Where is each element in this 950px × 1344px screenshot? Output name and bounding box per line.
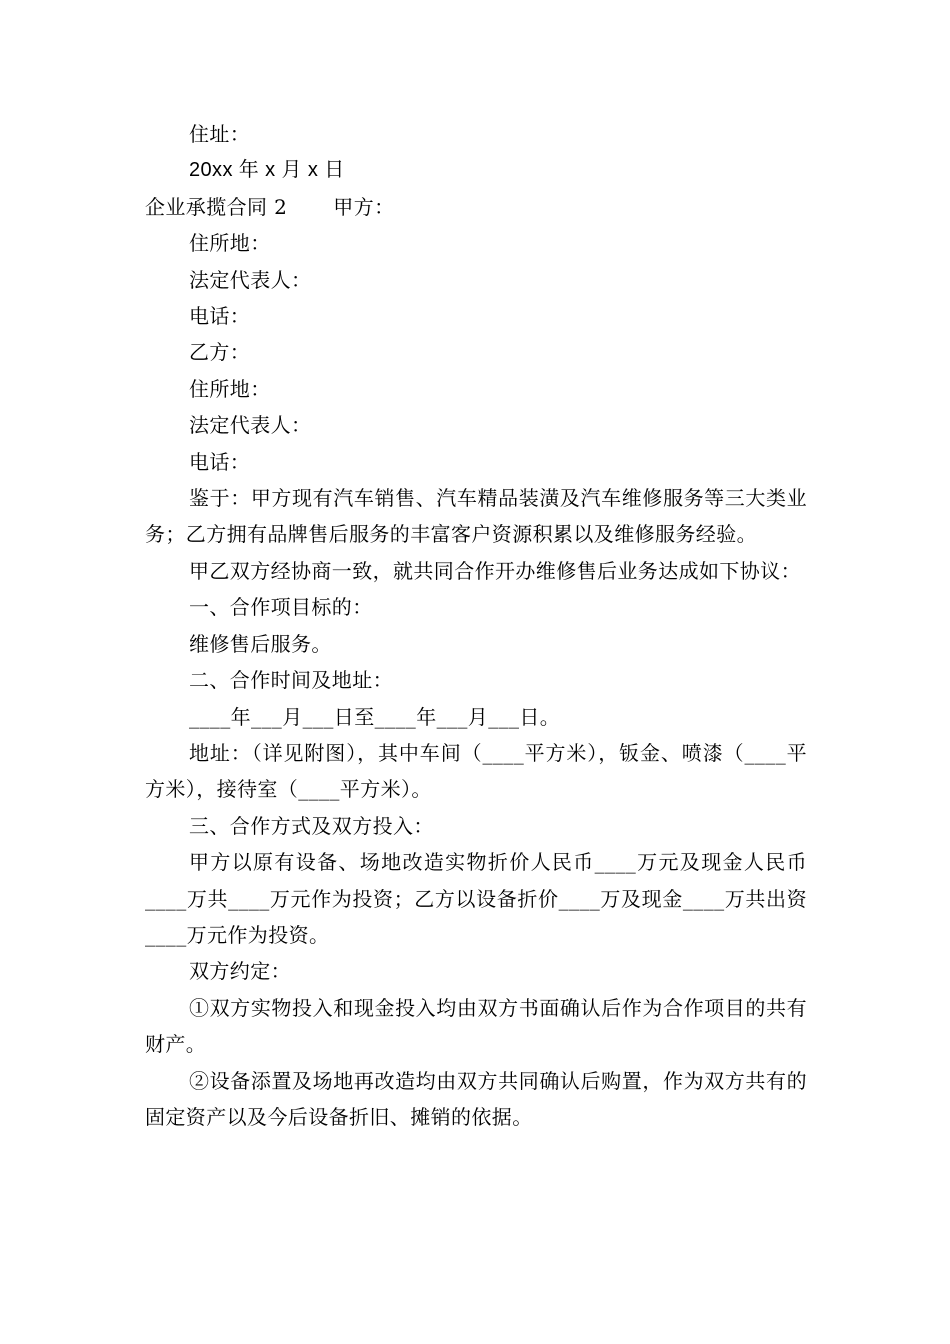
contract-title: 企业承揽合同 2	[145, 194, 288, 219]
address-label: 住址：	[189, 122, 251, 146]
whereas-paragraph: 鉴于：甲方现有汽车销售、汽车精品装潢及汽车维修服务等三大类业务；乙方拥有品牌售后服务的丰富客户资源积累以及维修服务经验。	[145, 486, 807, 547]
party-a-representative: 法定代表人：	[189, 267, 312, 292]
signing-date: 20xx 年 x 月 x 日	[189, 159, 345, 182]
agreement-label: 双方约定：	[189, 959, 291, 984]
section-1-title: 一、合作项目标的：	[189, 595, 373, 620]
party-b-residence: 住所地：	[189, 376, 271, 401]
section-1-body: 维修售后服务。	[189, 631, 332, 656]
section-3-title: 三、合作方式及双方投入：	[189, 813, 434, 838]
section-2-time: ____年___月___日至____年___月___日。	[189, 704, 561, 729]
agreement-intro-paragraph: 甲乙双方经协商一致，就共同合作开办维修售后业务达成如下协议：	[189, 558, 801, 583]
party-a-residence: 住所地：	[189, 231, 271, 256]
document-body	[145, 116, 807, 1135]
contract-heading-row	[145, 189, 807, 225]
party-b-phone: 电话：	[189, 449, 251, 474]
section-2-address: 地址：（详见附图），其中车间（____平方米），钣金、喷漆（____平方米），接待室（____平方米）。	[145, 740, 807, 802]
clause-1: ①双方实物投入和现金投入均由双方书面确认后作为合作项目的共有财产。	[145, 995, 807, 1057]
clause-2: ②设备添置及场地再改造均由双方共同确认后购置，作为双方共有的固定资产以及今后设备折旧、摊销的依据。	[145, 1068, 807, 1129]
section-2-title: 二、合作时间及地址：	[189, 668, 393, 693]
party-a-phone: 电话：	[189, 304, 251, 329]
party-a-label: 甲方：	[333, 194, 395, 219]
section-3-investment: 甲方以原有设备、场地改造实物折价人民币____万元及现金人民币____万共____万元作为投资；乙方以设备折价____万及现金____万共出资____万元作为投资。	[145, 850, 807, 947]
party-b-label: 乙方：	[189, 340, 251, 365]
party-b-representative: 法定代表人：	[189, 413, 312, 438]
